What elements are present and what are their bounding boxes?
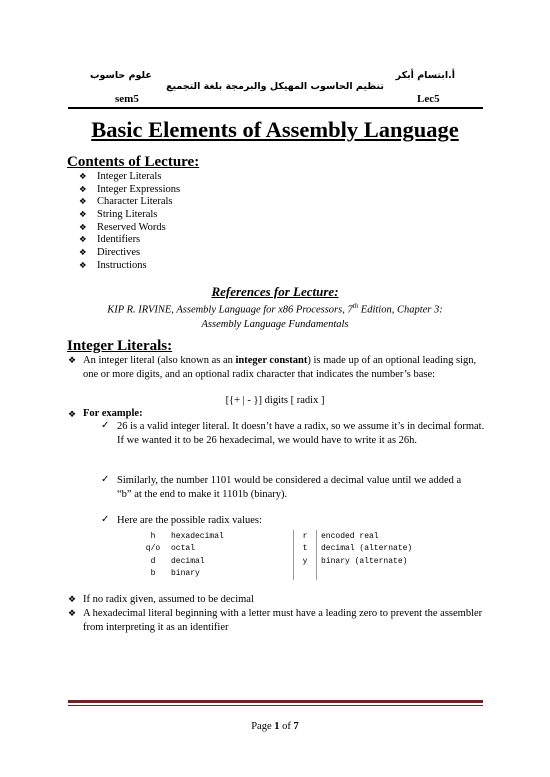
contents-heading: Contents of Lecture: xyxy=(67,154,200,170)
radix-meaning: decimal xyxy=(171,556,205,566)
bullet-icon: ❖ xyxy=(68,595,77,605)
radix-meaning xyxy=(317,568,444,581)
intro-text-end: ) is made up of an optional leading sign, one or more digits, and an optional radix character that indicates the number’s base: xyxy=(83,355,477,380)
bullet-icon: ❖ xyxy=(68,609,77,619)
list-item: ❖ Instructions xyxy=(77,260,180,273)
list-item: ❖ Directives xyxy=(77,247,180,260)
table-row xyxy=(139,555,443,568)
list-item: ❖ Reserved Words xyxy=(77,222,180,235)
contents-list xyxy=(77,171,180,273)
reference-citation: KIP R. IRVINE, Assembly Language for x86 Processors, 7 xyxy=(107,304,353,316)
header-semester: sem5 xyxy=(115,93,139,105)
radix-meaning: binary (alternate) xyxy=(317,555,444,568)
radix-meaning: octal xyxy=(171,544,196,554)
references-text xyxy=(80,299,470,332)
table-row xyxy=(139,543,443,556)
footer-rule-thin xyxy=(68,705,483,706)
header-rule xyxy=(68,107,483,109)
example-item: Here are the possible radix values: xyxy=(117,515,262,526)
page-current: 1 xyxy=(274,721,280,732)
example-item: Similarly, the number 1101 would be considered a decimal value until we added a “b” at the end to make it 1101b (binary). xyxy=(117,475,462,500)
radix-code: r xyxy=(294,530,317,543)
radix-meaning: encoded real xyxy=(317,530,444,543)
radix-table xyxy=(139,530,443,580)
list-item: ❖ Integer Expressions xyxy=(77,184,180,197)
page-of-label: of xyxy=(279,721,294,732)
intro-paragraph xyxy=(83,354,483,381)
radix-code: h xyxy=(150,531,156,541)
header-subject: علوم حاسوب xyxy=(90,70,152,81)
check-icon: ✓ xyxy=(101,420,110,431)
intro-text: An integer literal (also known as an xyxy=(83,355,236,366)
table-row xyxy=(139,568,443,581)
list-item: ❖ String Literals xyxy=(77,209,180,222)
list-item: ❖ Integer Literals xyxy=(77,171,180,184)
check-icon: ✓ xyxy=(101,514,110,525)
list-item: ❖ Identifiers xyxy=(77,234,180,247)
syntax-line: [{+ | - }] digits [ radix ] xyxy=(225,395,325,406)
bullet-icon: ❖ xyxy=(68,410,77,420)
footer-rule xyxy=(68,700,483,703)
page-total: 7 xyxy=(293,721,299,732)
check-icon: ✓ xyxy=(101,474,110,485)
intro-bold-term: integer constant xyxy=(235,355,308,366)
page-label: Page xyxy=(251,721,275,732)
page-number xyxy=(0,721,550,732)
example-item: 26 is a valid integer literal. It doesn’t have a radix, so we assume it’s in decimal format. If we wanted it to be 26 hexadecimal, we would have to write it as 26h. xyxy=(117,421,485,446)
header-lecture: Lec5 xyxy=(417,93,440,105)
note-item: A hexadecimal literal beginning with a letter must have a leading zero to prevent the assembler from interpreting it as an identifier xyxy=(83,608,483,633)
reference-chapter: Assembly Language Fundamentals xyxy=(201,318,349,330)
radix-code: d xyxy=(150,556,156,566)
bullet-icon: ❖ xyxy=(68,356,77,366)
integer-literals-heading: Integer Literals: xyxy=(67,338,173,354)
radix-code: q/o xyxy=(145,544,161,554)
example-label: For example: xyxy=(83,408,143,419)
header-course: تنظيم الحاسوب المهيكل والبرمجة بلغة التجميع xyxy=(166,81,384,92)
page-title: Basic Elements of Assembly Language xyxy=(91,117,459,142)
header-author: أ.ابتسام أبكر xyxy=(395,70,455,81)
reference-superscript: th xyxy=(352,302,359,310)
radix-code: b xyxy=(150,569,156,579)
table-row xyxy=(139,530,443,543)
note-item: If no radix given, assumed to be decimal xyxy=(83,594,254,605)
radix-code: y xyxy=(294,555,317,568)
references-heading: References for Lecture: xyxy=(211,284,339,299)
radix-meaning: binary xyxy=(171,569,200,579)
radix-meaning: hexadecimal xyxy=(171,531,224,541)
radix-code xyxy=(294,568,317,581)
radix-code: t xyxy=(294,543,317,556)
list-item: ❖ Character Literals xyxy=(77,196,180,209)
reference-citation-end: Edition, Chapter 3: xyxy=(358,304,443,316)
radix-meaning: decimal (alternate) xyxy=(317,543,444,556)
